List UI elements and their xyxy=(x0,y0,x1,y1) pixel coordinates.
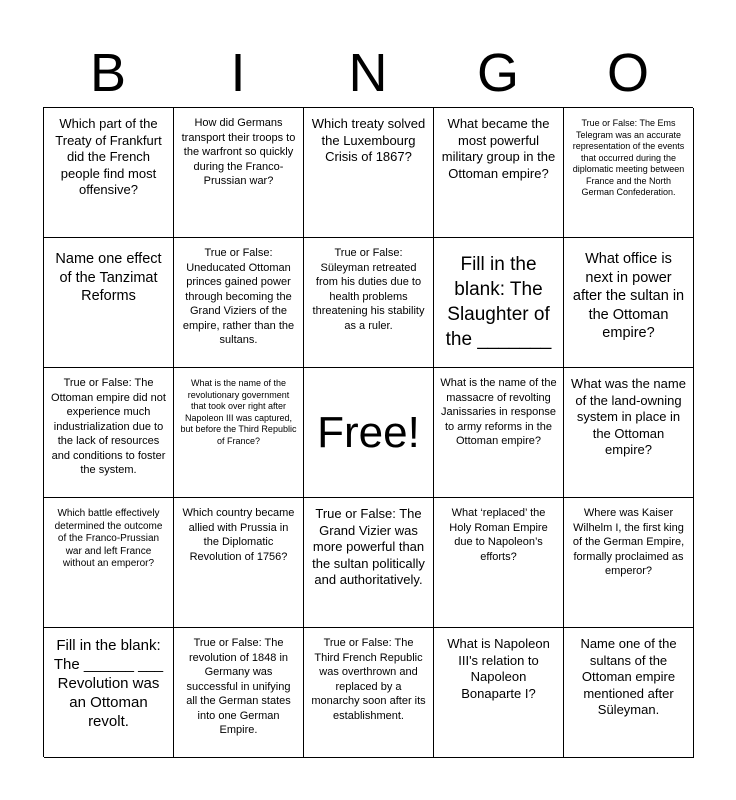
bingo-cell-r1c4[interactable] xyxy=(434,108,564,238)
header-letter-g: G xyxy=(476,43,519,103)
cell-text: What office is next in power after the sultan in the Ottoman empire? xyxy=(572,251,685,341)
bingo-cell-r2c3[interactable] xyxy=(304,238,434,368)
bingo-cell-r4c4[interactable] xyxy=(434,498,564,628)
bingo-cell-r2c5[interactable] xyxy=(564,238,694,368)
cell-text: Name one effect of the Tanzimat Reforms xyxy=(55,251,162,304)
bingo-cell-r5c1[interactable] xyxy=(44,628,174,758)
bingo-grid xyxy=(43,107,693,757)
free-space[interactable] xyxy=(304,368,434,498)
bingo-cell-r5c2[interactable] xyxy=(174,628,304,758)
bingo-cell-r5c5[interactable] xyxy=(564,628,694,758)
cell-text: Fill in the blank: The ______ ___ Revolution was an Ottoman revolt. xyxy=(53,637,164,730)
cell-text: Which country became allied with Prussia in the Diplomatic Revolution of 1756? xyxy=(182,507,295,563)
cell-text: What became the most powerful military group in the Ottoman empire? xyxy=(441,116,556,181)
bingo-cell-r5c3[interactable] xyxy=(304,628,434,758)
bingo-cell-r4c5[interactable] xyxy=(564,498,694,628)
bingo-cell-r1c5[interactable] xyxy=(564,108,694,238)
cell-text: What ‘replaced’ the Holy Roman Empire due to Napoleon’s efforts? xyxy=(449,507,548,563)
cell-text: True or False: Uneducated Ottoman princes gained power through becoming the Grand Viziers of the empire, rather than the sultans. xyxy=(182,247,295,346)
cell-text: Which battle effectively determined the outcome of the Franco-Prussian war and left France without an emperor? xyxy=(54,508,163,569)
cell-text: Which treaty solved the Luxembourg Crisis of 1867? xyxy=(311,116,426,164)
bingo-cell-r1c3[interactable] xyxy=(304,108,434,238)
bingo-header xyxy=(43,40,693,106)
header-letter-o: O xyxy=(606,43,649,103)
cell-text: Fill in the blank: The Slaughter of the _______ xyxy=(445,254,552,350)
bingo-cell-r1c1[interactable] xyxy=(44,108,174,238)
bingo-cell-r3c1[interactable] xyxy=(44,368,174,498)
cell-text: How did Germans transport their troops to the warfront so quickly during the Franco-Prussian war? xyxy=(181,117,296,187)
cell-text: True or False: The Ottoman empire did not experience much industrialization due to the lack of resources and conditions to foster the system. xyxy=(51,377,166,476)
cell-text: What is the name of the revolutionary government that took over right after Napoleon III was captured, but before the Third Republic of France? xyxy=(180,378,297,446)
cell-text: True or False: The Ems Telegram was an accurate representation of the events that occurred during the diplomatic meeting between France and the North German Confederation. xyxy=(572,118,685,197)
header-letter-n: N xyxy=(348,43,388,103)
cell-text: Which part of the Treaty of Frankfurt did the French people find most offensive? xyxy=(55,116,162,197)
bingo-cell-r5c4[interactable] xyxy=(434,628,564,758)
bingo-cell-r1c2[interactable] xyxy=(174,108,304,238)
bingo-cell-r3c2[interactable] xyxy=(174,368,304,498)
cell-text: True or False: The Grand Vizier was more powerful than the sultan politically and authoritatively. xyxy=(312,506,425,587)
bingo-cell-r2c2[interactable] xyxy=(174,238,304,368)
bingo-cell-r2c1[interactable] xyxy=(44,238,174,368)
bingo-cell-r4c3[interactable] xyxy=(304,498,434,628)
cell-text: True or False: The revolution of 1848 in Germany was successful in unifying all the German states into one German Empire. xyxy=(186,637,291,736)
cell-text: True or False: The Third French Republic was overthrown and replaced by a monarchy soon after its establishment. xyxy=(311,637,426,722)
bingo-cell-r4c2[interactable] xyxy=(174,498,304,628)
bingo-cell-r2c4[interactable] xyxy=(434,238,564,368)
cell-text: Where was Kaiser Wilhelm I, the first king of the German Empire, formally proclaimed as emperor? xyxy=(572,507,685,577)
cell-text: What is Napoleon III's relation to Napoleon Bonaparte I? xyxy=(447,636,550,701)
cell-text: True or False: Süleyman retreated from his duties due to health problems threatening his stability as a ruler. xyxy=(312,247,425,332)
cell-text: What was the name of the land-owning system in place in the Ottoman empire? xyxy=(571,376,686,457)
bingo-cell-r3c5[interactable] xyxy=(564,368,694,498)
cell-text: What is the name of the massacre of revolting Janissaries in response to army reforms in the Ottoman empire? xyxy=(440,377,557,447)
bingo-cell-r3c4[interactable] xyxy=(434,368,564,498)
cell-text: Name one of the sultans of the Ottoman empire mentioned after Süleyman. xyxy=(580,636,677,717)
header-letter-i: I xyxy=(230,43,246,103)
bingo-cell-r4c1[interactable] xyxy=(44,498,174,628)
header-letter-b: B xyxy=(89,43,127,103)
free-space-label: Free! xyxy=(317,407,420,457)
